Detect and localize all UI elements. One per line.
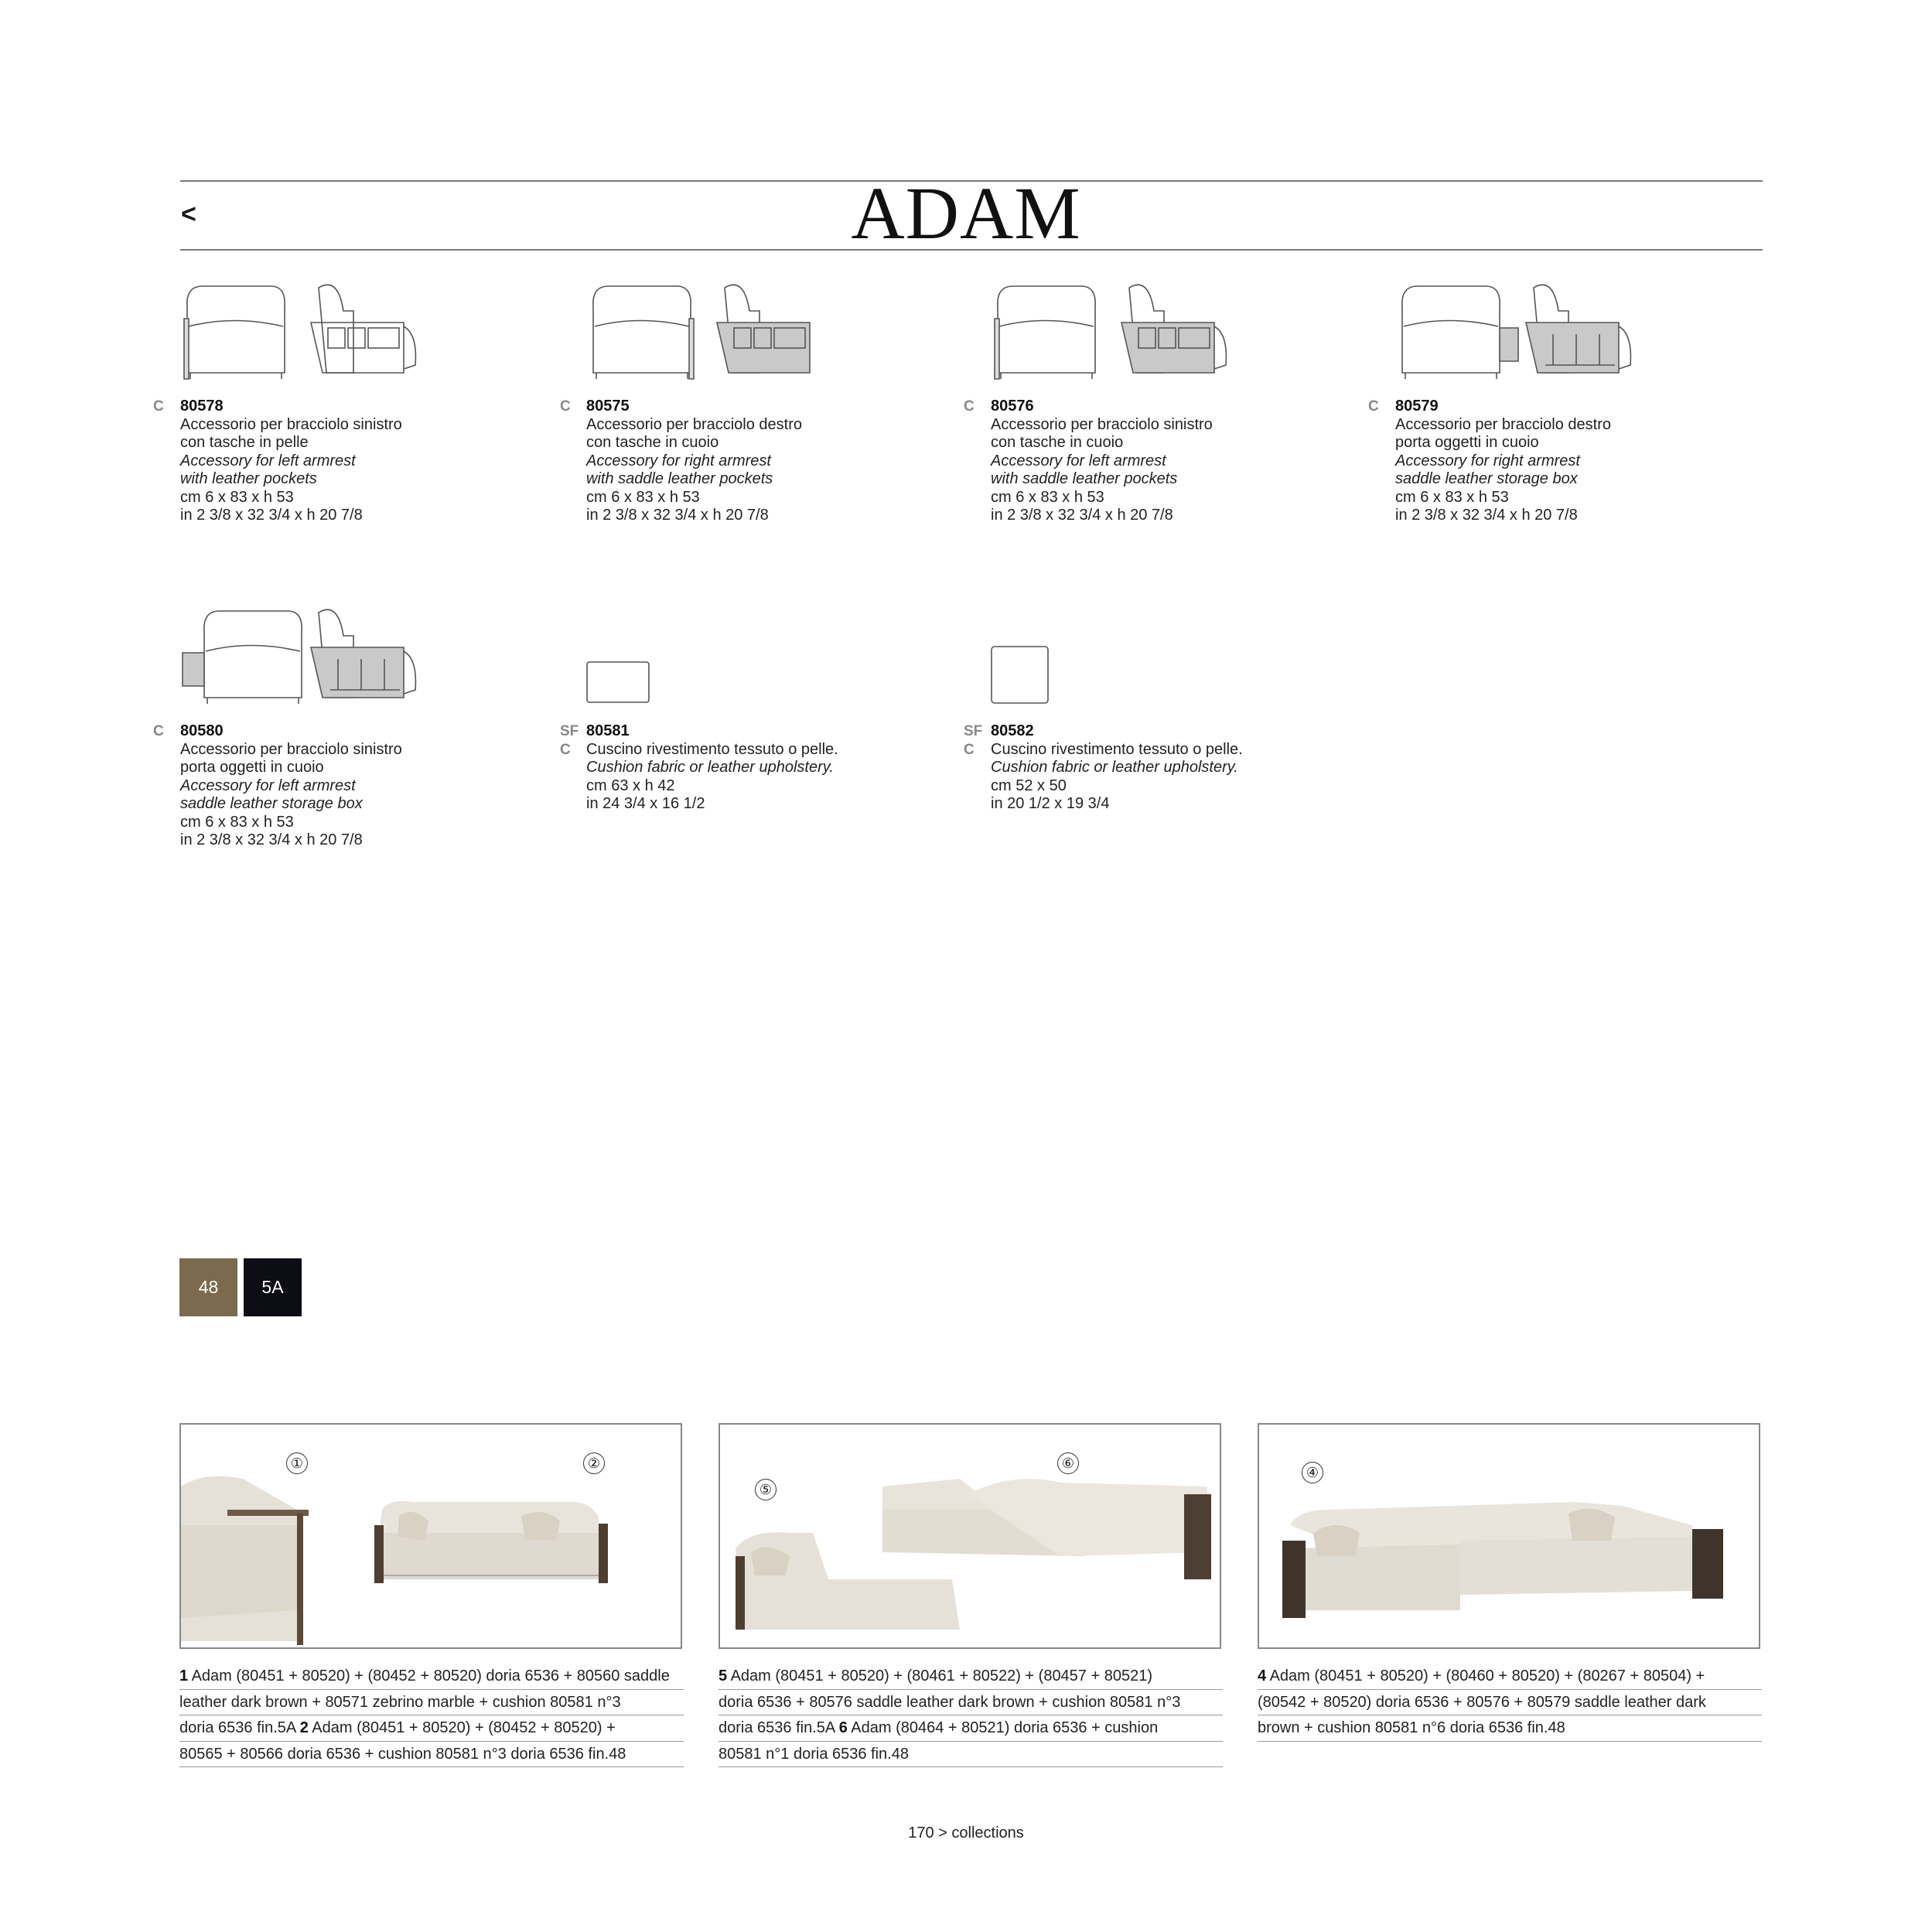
caption-text: doria 6536 + 80576 saddle leather dark brown + cushion 80581 n°3 [719,1693,1181,1711]
dimensions-inch: in 2 3/8 x 32 3/4 x h 20 7/8 [991,507,1173,524]
caption-number: 5 [719,1667,728,1685]
dimensions-cm: cm 6 x 83 x h 53 [180,488,294,506]
desc-it-1: Accessorio per bracciolo sinistro [180,740,402,758]
armrest-storage-box-drawing [1394,280,1642,384]
desc-en-1: Accessory for left armrest [180,777,356,794]
desc-it-1: Accessorio per bracciolo sinistro [991,415,1213,433]
code-type: C [1368,398,1379,415]
caption-text: Adam (80451 + 80520) + (80461 + 80522) + (80457 + 80521) [727,1667,1152,1685]
desc-it-2: con tasche in cuoio [991,434,1124,451]
caption-text: Adam (80451 + 80520) + (80452 + 80520) + [308,1719,616,1736]
photo-sofa-5-6 [719,1423,1221,1649]
caption-text: brown + cushion 80581 n°6 doria 6536 fin.48 [1258,1719,1565,1736]
finish-swatch-48[interactable]: 48 [179,1258,237,1316]
page-title: ADAM [851,172,1081,254]
desc-it-2: porta oggetti in cuoio [1395,434,1539,451]
desc-it-2: porta oggetti in cuoio [180,759,324,776]
sofa-photo-illustration [181,1425,682,1649]
dimensions-cm: cm 6 x 83 x h 53 [586,488,700,506]
dimensions-inch: in 20 1/2 x 19 3/4 [991,795,1110,812]
caption-text: doria 6536 fin.5A [719,1719,839,1736]
photo-sofa-4 [1258,1423,1760,1649]
product-code: 80581 [586,722,630,739]
caption-number: 6 [838,1719,848,1736]
desc-it-2: con tasche in pelle [180,434,309,451]
caption-text: 80565 + 80566 doria 6536 + cushion 80581 n°3 doria 6536 fin.48 [179,1745,626,1763]
dimensions-cm: cm 52 x 50 [991,777,1067,794]
caption-text: Adam (80464 + 80521) doria 6536 + cushion [847,1719,1159,1736]
desc-en-2: with saddle leather pockets [991,470,1178,487]
desc-en-2: with leather pockets [180,470,317,487]
caption-text: 80581 n°1 doria 6536 fin.48 [719,1745,909,1763]
desc-it-1: Accessorio per bracciolo destro [1395,415,1612,433]
desc-it-1: Accessorio per bracciolo destro [586,415,803,433]
desc-en-1: Accessory for left armrest [991,452,1166,469]
product-code: 80579 [1395,398,1439,415]
desc-it-1: Cuscino rivestimento tessuto o pelle. [991,740,1243,758]
caption-text: (80542 + 80520) doria 6536 + 80576 + 80579 saddle leather dark [1258,1693,1706,1711]
caption-photo-4 [1258,1664,1762,1742]
dimensions-cm: cm 6 x 83 x h 53 [991,488,1104,506]
desc-en-1: Accessory for right armrest [1395,452,1580,469]
code-type: C [560,398,571,415]
desc-en-1: Cushion fabric or leather upholstery. [586,759,834,776]
desc-en-1: Accessory for right armrest [586,452,771,469]
desc-en-1: Cushion fabric or leather upholstery. [991,759,1238,776]
code-type: C [153,723,164,739]
dimensions-cm: cm 6 x 83 x h 53 [1395,488,1509,506]
desc-en-2: saddle leather storage box [180,795,363,812]
code-type: C [560,742,571,758]
caption-number: 4 [1258,1667,1267,1685]
callout-badge-6: ⑥ [1057,1452,1079,1474]
dimensions-cm: cm 6 x 83 x h 53 [180,813,294,831]
callout-badge-2: ② [583,1452,605,1474]
desc-it-2: con tasche in cuoio [586,434,719,451]
callout-badge-5: ⑤ [755,1479,777,1500]
cushion-square-drawing [990,645,1050,705]
armrest-pockets-drawing [990,280,1237,384]
desc-en-2: saddle leather storage box [1395,470,1578,487]
back-arrow-icon[interactable]: < [181,200,196,229]
sofa-photo-illustration [1259,1425,1760,1649]
caption-photo-1-2 [179,1664,684,1767]
callout-badge-4: ④ [1302,1462,1323,1483]
code-type: C [964,398,975,415]
callout-badge-1: ① [286,1452,308,1474]
armrest-pockets-drawing [585,280,833,384]
product-code: 80582 [991,722,1034,739]
dimensions-inch: in 2 3/8 x 32 3/4 x h 20 7/8 [1395,507,1578,524]
caption-text: leather dark brown + 80571 zebrino marble + cushion 80581 n°3 [179,1693,621,1711]
sofa-photo-illustration [720,1425,1221,1649]
dimensions-inch: in 2 3/8 x 32 3/4 x h 20 7/8 [180,507,363,524]
caption-photo-5-6 [719,1664,1223,1767]
caption-number: 2 [299,1719,309,1736]
desc-it-1: Cuscino rivestimento tessuto o pelle. [586,740,838,758]
page-footer[interactable]: 170 > collections [908,1824,1024,1842]
product-code: 80575 [586,398,630,415]
armrest-storage-box-drawing [179,605,427,709]
code-type: C [964,742,975,758]
product-code: 80580 [180,722,224,739]
dimensions-inch: in 24 3/4 x 16 1/2 [586,795,705,812]
code-type: C [153,398,164,415]
desc-en-1: Accessory for left armrest [180,452,356,469]
dimensions-inch: in 2 3/8 x 32 3/4 x h 20 7/8 [180,831,363,848]
product-code: 80576 [991,398,1034,415]
finish-swatch-5a[interactable]: 5A [244,1258,302,1316]
armrest-pockets-drawing [179,280,427,384]
caption-text: Adam (80451 + 80520) + (80452 + 80520) doria 6536 + 80560 saddle [188,1667,670,1685]
title-underline [180,249,1763,251]
caption-text: doria 6536 fin.5A [179,1719,300,1736]
desc-it-1: Accessorio per bracciolo sinistro [180,415,402,433]
code-type: SF [560,723,579,739]
dimensions-cm: cm 63 x h 42 [586,777,675,794]
product-code: 80578 [180,398,224,415]
caption-number: 1 [179,1667,189,1685]
caption-text: Adam (80451 + 80520) + (80460 + 80520) + (80267 + 80504) + [1266,1667,1705,1685]
photo-sofa-1-2 [179,1423,682,1649]
cushion-rect-drawing [585,660,652,705]
desc-en-2: with saddle leather pockets [586,470,773,487]
dimensions-inch: in 2 3/8 x 32 3/4 x h 20 7/8 [586,507,769,524]
code-type: SF [964,723,983,739]
